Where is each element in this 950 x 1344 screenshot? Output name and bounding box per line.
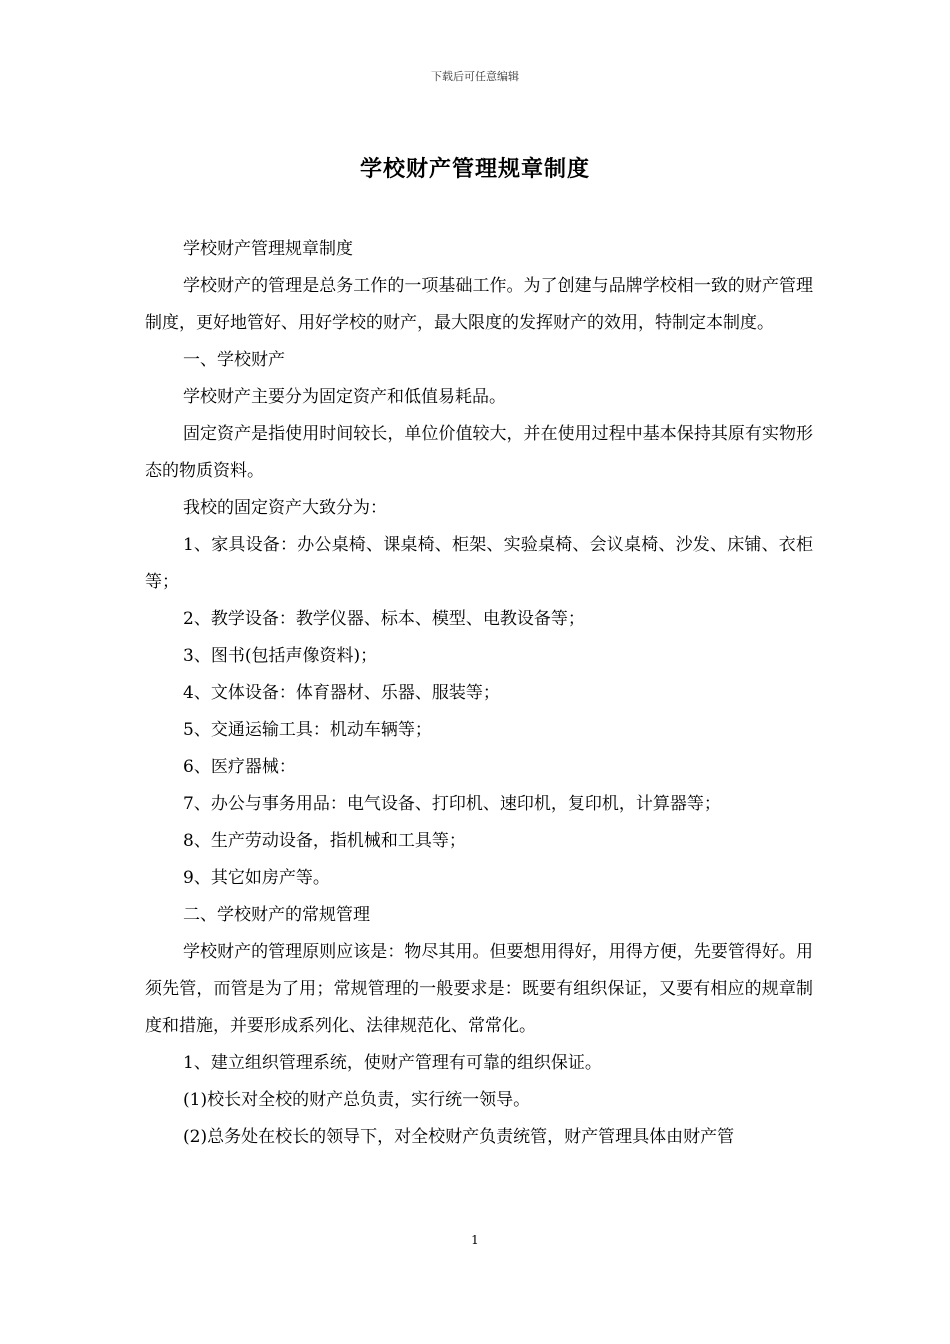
paragraph: 固定资产是指使用时间较长，单位价值较大，并在使用过程中基本保持其原有实物形态的物质资料。	[145, 424, 813, 481]
list-item: 8、生产劳动设备，指机械和工具等；	[183, 831, 466, 851]
paragraph-subtitle: 学校财产管理规章制度	[183, 239, 353, 259]
list-item: 2、教学设备：教学仪器、标本、模型、电教设备等；	[183, 609, 585, 629]
paragraph: 1、建立组织管理系统，使财产管理有可靠的组织保证。	[183, 1053, 602, 1073]
paragraph: (2)总务处在校长的领导下，对全校财产负责统管，财产管理具体由财产管	[183, 1127, 735, 1147]
header-note: 下载后可任意编辑	[431, 70, 519, 83]
paragraph: 学校财产主要分为固定资产和低值易耗品。	[183, 387, 506, 407]
list-item: 7、办公与事务用品：电气设备、打印机、速印机，复印机，计算器等；	[183, 794, 721, 814]
section-heading-2: 二、学校财产的常规管理	[183, 905, 370, 925]
section-heading-1: 一、学校财产	[183, 350, 285, 370]
paragraph: 学校财产的管理原则应该是：物尽其用。但要想用得好，用得方便，先要管得好。用须先管，而管是为了用；常规管理的一般要求是：既要有组织保证，又要有相应的规章制度和措施，并要形成系列化、法律规范化、常常化。	[145, 942, 813, 1036]
list-item: 4、文体设备：体育器材、乐器、服装等；	[183, 683, 500, 703]
paragraph-intro: 学校财产的管理是总务工作的一项基础工作。为了创建与品牌学校相一致的财产管理制度，更好地管好、用好学校的财产，最大限度的发挥财产的效用，特制定本制度。	[145, 276, 813, 333]
document-body	[145, 231, 813, 1156]
document-title: 学校财产管理规章制度	[359, 156, 590, 182]
list-item: 6、医疗器械：	[183, 757, 296, 777]
page-number: 1	[471, 1233, 479, 1247]
paragraph: (1)校长对全校的财产总负责，实行统一领导。	[183, 1090, 531, 1110]
paragraph: 我校的固定资产大致分为：	[183, 498, 387, 518]
list-item: 3、图书(包括声像资料)；	[183, 646, 378, 666]
list-item: 5、交通运输工具：机动车辆等；	[183, 720, 432, 740]
list-item: 1、家具设备：办公桌椅、课桌椅、柜架、实验桌椅、会议桌椅、沙发、床铺、衣柜等；	[145, 535, 813, 592]
list-item: 9、其它如房产等。	[183, 868, 330, 888]
